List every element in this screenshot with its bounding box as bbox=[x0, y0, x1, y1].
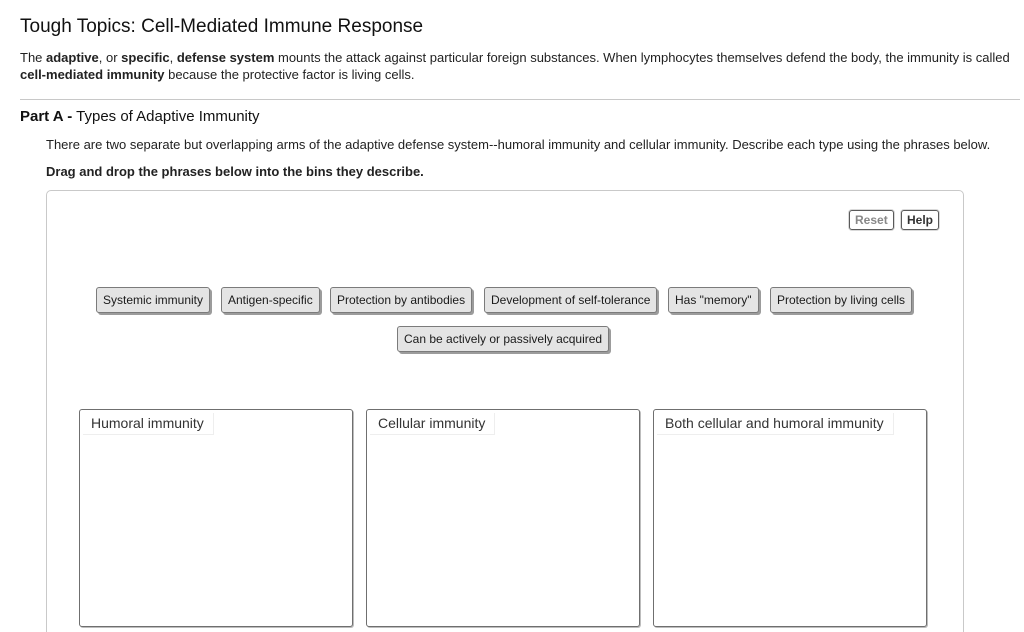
bin-humoral-immunity[interactable] bbox=[79, 409, 353, 627]
phrase-chip-protection-by-living-cells[interactable]: Protection by living cells bbox=[770, 287, 912, 313]
phrase-chip-systemic-immunity[interactable]: Systemic immunity bbox=[96, 287, 210, 313]
reset-button[interactable]: Reset bbox=[849, 210, 894, 230]
phrase-chip-actively-or-passively-acquired[interactable]: Can be actively or passively acquired bbox=[397, 326, 609, 352]
drag-instruction: Drag and drop the phrases below into the bins they describe. bbox=[46, 164, 424, 179]
help-button[interactable]: Help bbox=[901, 210, 939, 230]
drag-drop-workspace bbox=[46, 190, 964, 632]
part-title-text: Types of Adaptive Immunity bbox=[76, 108, 260, 125]
phrase-chip-development-of-self-tolerance[interactable]: Development of self-tolerance bbox=[484, 287, 657, 313]
phrase-chip-has-memory[interactable]: Has "memory" bbox=[668, 287, 759, 313]
bin-cellular-immunity[interactable] bbox=[366, 409, 640, 627]
intro-paragraph: The adaptive, or specific, defense system mounts the attack against particular foreign substances. When lymphocytes themselves defend the body, the immunity is called cell-mediated immunity because the protective factor is living cells. bbox=[20, 50, 1010, 82]
bin-both-immunity[interactable] bbox=[653, 409, 927, 627]
part-heading bbox=[20, 108, 260, 125]
bin-label: Cellular immunity bbox=[369, 412, 494, 434]
bin-label: Both cellular and humoral immunity bbox=[656, 412, 893, 434]
bin-label: Humoral immunity bbox=[82, 412, 213, 434]
part-description: There are two separate but overlapping arms of the adaptive defense system--humoral immunity and cellular immunity. Describe each type using the phrases below. bbox=[46, 137, 991, 152]
section-divider bbox=[20, 99, 1020, 100]
part-label: Part A - bbox=[20, 108, 73, 125]
phrase-chip-protection-by-antibodies[interactable]: Protection by antibodies bbox=[330, 287, 472, 313]
page-title: Tough Topics: Cell-Mediated Immune Response bbox=[20, 16, 424, 37]
phrase-chip-antigen-specific[interactable]: Antigen-specific bbox=[221, 287, 320, 313]
